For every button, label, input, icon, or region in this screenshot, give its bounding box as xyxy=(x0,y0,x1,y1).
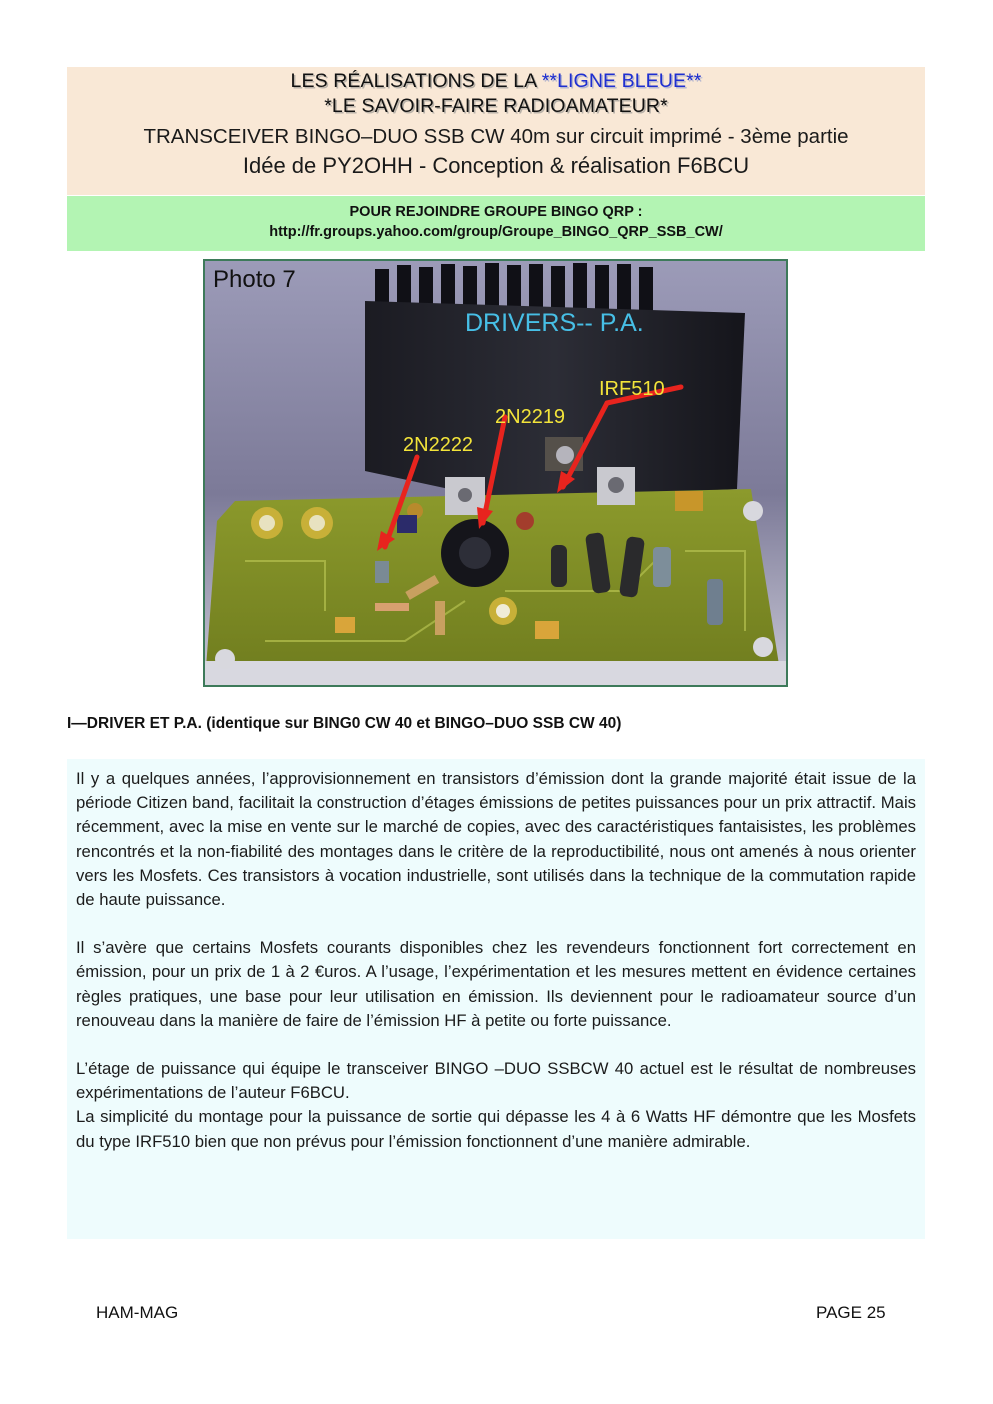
article-body xyxy=(67,759,925,1239)
series-title-prefix: LES RÉALISATIONS DE LA xyxy=(290,70,542,92)
paragraph-1: Il y a quelques années, l’approvisionnement en transistors d’émission dont la grande majorité était issue de la période Citizen band, facilitait la construction d’étages émissions de petites puissances pour un prix attractif. Mais récemment, avec la mise en vente sur le marché de copies, avec des caractéristiques fantaisistes, les problèmes rencontrés et la non-fiabilité des montages dans le critère de la reproductibilité, nous ont amenés à nous orienter vers les Mosfets. Ces transistors à vocation industrielle, sont utilisés dans la technique de la commutation rapide de haute puissance. xyxy=(76,769,916,910)
photo-label-2n2219: 2N2219 xyxy=(495,406,566,428)
title-block xyxy=(67,67,925,195)
section-heading: I—DRIVER ET P.A. (identique sur BING0 CW 40 et BINGO–DUO SSB CW 40) xyxy=(67,715,622,732)
footer-page-number: PAGE 25 xyxy=(816,1303,886,1322)
article-title: TRANSCEIVER BINGO–DUO SSB CW 40m sur circuit imprimé - 3ème partie xyxy=(143,125,849,148)
photo-caption: Photo 7 xyxy=(213,266,296,293)
series-title-highlight: **LIGNE BLEUE** xyxy=(541,70,702,92)
circuit-photo-illustration xyxy=(205,261,786,685)
series-subtitle: *LE SAVOIR-FAIRE RADIOAMATEUR* xyxy=(324,95,668,117)
paragraph-3: L’étage de puissance qui équipe le transceiver BINGO –DUO SSBCW 40 actuel est le résultat de nombreuses expérimentations de l’auteur F6BCU. xyxy=(76,1059,916,1103)
group-banner-link[interactable]: http://fr.groups.yahoo.com/group/Groupe_BINGO_QRP_SSB_CW/ xyxy=(269,224,723,240)
photo-label-irf510: IRF510 xyxy=(599,378,665,400)
paragraph-spacer xyxy=(67,1033,925,1057)
series-title xyxy=(67,70,925,92)
article-credits: Idée de PY2OHH - Conception & réalisation F6BCU xyxy=(242,153,750,178)
group-banner xyxy=(67,196,925,251)
paragraph-4: La simplicité du montage pour la puissance de sortie qui dépasse les 4 à 6 Watts HF démontre que les Mosfets du type IRF510 bien que non prévus pour l’émission fonctionnent d’une manière admirable. xyxy=(76,1107,916,1151)
photo-label-2n2222: 2N2222 xyxy=(403,434,474,456)
footer-magazine: HAM-MAG xyxy=(96,1303,179,1322)
photo-title: DRIVERS-- P.A. xyxy=(465,309,644,337)
paragraph-spacer xyxy=(67,912,925,936)
group-banner-heading: POUR REJOINDRE GROUPE BINGO QRP : xyxy=(349,204,643,220)
circuit-photo xyxy=(203,259,788,687)
paragraph-2: Il s’avère que certains Mosfets courants disponibles chez les revendeurs fonctionnent fort correctement en émission, pour un prix de 1 à 2 €uros. A l’usage, l’expérimentation et les mesures mettent en évidence certaines règles pratiques, une base pour leur utilisation en émission. Ils deviennent pour le radioamateur source d’un renouveau dans la manière de faire de l’émission HF à petite ou forte puissance. xyxy=(76,938,916,1030)
